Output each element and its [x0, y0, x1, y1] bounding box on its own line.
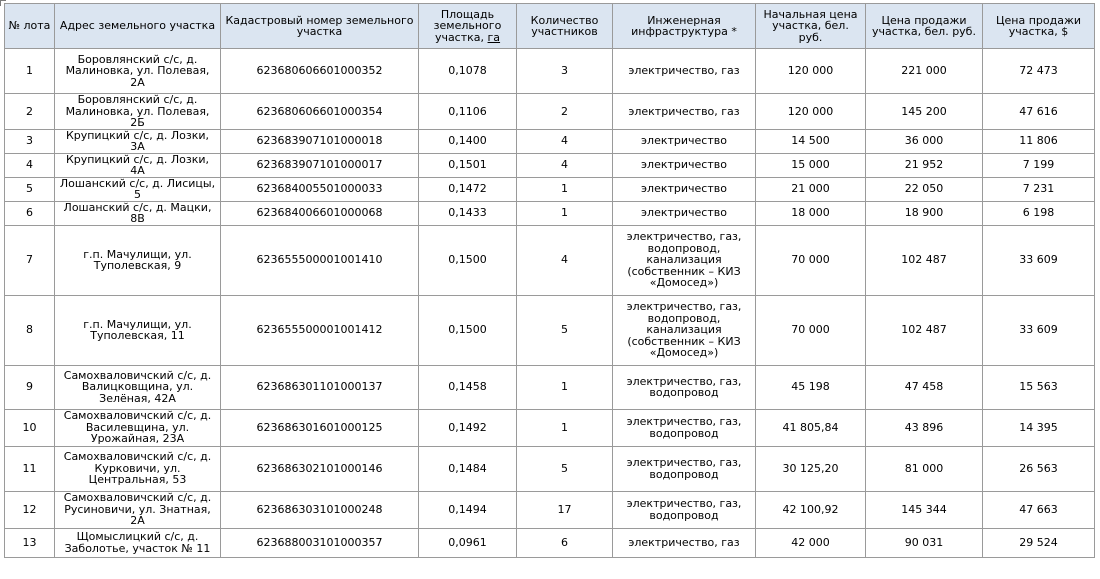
cell-start-price: 15 000 [756, 153, 866, 177]
cell-infrastructure: электричество, газ, водопровод [613, 409, 756, 446]
cell-cadastral-number: 623680606601000352 [221, 49, 419, 94]
cell-participants-count: 4 [517, 225, 613, 295]
cell-lot-number: 7 [5, 225, 55, 295]
cell-area: 0,1472 [419, 177, 517, 201]
cell-sale-price-usd: 26 563 [983, 446, 1095, 491]
cell-lot-number: 11 [5, 446, 55, 491]
cell-sale-price-usd: 11 806 [983, 129, 1095, 153]
header-cadastral: Кадастровый номер земельного участка [221, 4, 419, 49]
cell-sale-price-byn: 22 050 [866, 177, 983, 201]
cell-area: 0,0961 [419, 528, 517, 557]
cell-infrastructure: электричество [613, 177, 756, 201]
cell-lot-number: 1 [5, 49, 55, 94]
cell-area: 0,1500 [419, 225, 517, 295]
cell-sale-price-usd: 6 198 [983, 201, 1095, 225]
cell-address: Крупицкий с/с, д. Лозки, 4А [55, 153, 221, 177]
cell-sale-price-byn: 90 031 [866, 528, 983, 557]
cell-start-price: 42 100,92 [756, 491, 866, 528]
cell-sale-price-usd: 47 616 [983, 94, 1095, 130]
cell-infrastructure: электричество, газ, водопровод [613, 491, 756, 528]
cell-cadastral-number: 623688003101000357 [221, 528, 419, 557]
cell-sale-price-byn: 47 458 [866, 365, 983, 409]
cell-address: Самохваловичский с/с, д. Валицковщина, ул. Зелёная, 42А [55, 365, 221, 409]
header-lot: № лота [5, 4, 55, 49]
cell-participants-count: 5 [517, 295, 613, 365]
cell-lot-number: 9 [5, 365, 55, 409]
cell-infrastructure: электричество [613, 153, 756, 177]
cell-lot-number: 12 [5, 491, 55, 528]
cell-cadastral-number: 623684006601000068 [221, 201, 419, 225]
cell-sale-price-byn: 145 200 [866, 94, 983, 130]
cell-participants-count: 4 [517, 129, 613, 153]
cell-infrastructure: электричество, газ, водопровод [613, 446, 756, 491]
cell-sale-price-usd: 33 609 [983, 295, 1095, 365]
cell-area: 0,1500 [419, 295, 517, 365]
land-auction-results [4, 3, 1094, 558]
cell-address: Щомыслицкий с/с, д. Заболотье, участок № 11 [55, 528, 221, 557]
cell-sale-price-usd: 7 199 [983, 153, 1095, 177]
cell-infrastructure: электричество, газ [613, 528, 756, 557]
table-row [5, 201, 1095, 225]
cell-sale-price-usd: 47 663 [983, 491, 1095, 528]
header-address: Адрес земельного участка [55, 4, 221, 49]
header-area-text: Площадь земельного участка, [433, 7, 502, 44]
cell-sale-price-byn: 81 000 [866, 446, 983, 491]
cell-infrastructure: электричество, газ, водопровод, канализация (собственник – КИЗ «Домосед») [613, 295, 756, 365]
cell-participants-count: 1 [517, 365, 613, 409]
cell-address: Крупицкий с/с, д. Лозки, 3А [55, 129, 221, 153]
cell-lot-number: 8 [5, 295, 55, 365]
cell-participants-count: 6 [517, 528, 613, 557]
table-row [5, 177, 1095, 201]
cell-infrastructure: электричество [613, 129, 756, 153]
table-row [5, 365, 1095, 409]
cell-start-price: 41 805,84 [756, 409, 866, 446]
cell-area: 0,1458 [419, 365, 517, 409]
header-start-price: Начальная цена участка, бел. руб. [756, 4, 866, 49]
cell-area: 0,1433 [419, 201, 517, 225]
cell-sale-price-usd: 29 524 [983, 528, 1095, 557]
cell-infrastructure: электричество, газ [613, 49, 756, 94]
cell-infrastructure: электричество, газ [613, 94, 756, 130]
cell-address: г.п. Мачулищи, ул. Туполевская, 11 [55, 295, 221, 365]
cell-area: 0,1494 [419, 491, 517, 528]
cell-area: 0,1492 [419, 409, 517, 446]
cell-sale-price-usd: 33 609 [983, 225, 1095, 295]
cell-sale-price-usd: 15 563 [983, 365, 1095, 409]
cell-cadastral-number: 623680606601000354 [221, 94, 419, 130]
cell-address: Лошанский с/с, д. Мацки, 8В [55, 201, 221, 225]
cell-start-price: 30 125,20 [756, 446, 866, 491]
cell-address: Самохваловичский с/с, д. Василевщина, ул. Урожайная, 23А [55, 409, 221, 446]
header-participants: Количество участников [517, 4, 613, 49]
cell-start-price: 70 000 [756, 295, 866, 365]
cell-area: 0,1400 [419, 129, 517, 153]
cell-sale-price-byn: 18 900 [866, 201, 983, 225]
cell-participants-count: 5 [517, 446, 613, 491]
header-row [5, 4, 1095, 49]
results-table [4, 3, 1095, 558]
table-row [5, 129, 1095, 153]
cell-lot-number: 2 [5, 94, 55, 130]
cell-lot-number: 3 [5, 129, 55, 153]
cell-participants-count: 17 [517, 491, 613, 528]
cell-address: Самохваловичский с/с, д. Русиновичи, ул. Знатная, 2А [55, 491, 221, 528]
cell-sale-price-byn: 145 344 [866, 491, 983, 528]
header-area [419, 4, 517, 49]
cell-lot-number: 10 [5, 409, 55, 446]
table-row [5, 94, 1095, 130]
cell-cadastral-number: 623686301101000137 [221, 365, 419, 409]
cell-sale-price-usd: 7 231 [983, 177, 1095, 201]
table-row [5, 49, 1095, 94]
cell-sale-price-usd: 14 395 [983, 409, 1095, 446]
cell-address: Боровлянский с/с, д. Малиновка, ул. Полевая, 2А [55, 49, 221, 94]
cell-area: 0,1501 [419, 153, 517, 177]
cell-address: Самохваловичский с/с, д. Курковичи, ул. Центральная, 53 [55, 446, 221, 491]
cell-sale-price-byn: 21 952 [866, 153, 983, 177]
table-row [5, 225, 1095, 295]
table-row [5, 446, 1095, 491]
cell-start-price: 120 000 [756, 49, 866, 94]
cell-lot-number: 4 [5, 153, 55, 177]
table-row [5, 491, 1095, 528]
cell-cadastral-number: 623655500001001412 [221, 295, 419, 365]
header-infrastructure: Инженерная инфраструктура * [613, 4, 756, 49]
cell-start-price: 120 000 [756, 94, 866, 130]
cell-cadastral-number: 623686303101000248 [221, 491, 419, 528]
cell-address: Боровлянский с/с, д. Малиновка, ул. Полевая, 2Б [55, 94, 221, 130]
table-row [5, 528, 1095, 557]
cell-sale-price-byn: 221 000 [866, 49, 983, 94]
cell-lot-number: 5 [5, 177, 55, 201]
cell-cadastral-number: 623684005501000033 [221, 177, 419, 201]
cell-cadastral-number: 623655500001001410 [221, 225, 419, 295]
cell-lot-number: 6 [5, 201, 55, 225]
cell-sale-price-byn: 102 487 [866, 295, 983, 365]
cell-infrastructure: электричество [613, 201, 756, 225]
cell-start-price: 18 000 [756, 201, 866, 225]
cell-address: г.п. Мачулищи, ул. Туполевская, 9 [55, 225, 221, 295]
cell-start-price: 14 500 [756, 129, 866, 153]
cell-participants-count: 2 [517, 94, 613, 130]
header-sale-price-usd: Цена продажи участка, $ [983, 4, 1095, 49]
cell-infrastructure: электричество, газ, водопровод, канализация (собственник – КИЗ «Домосед») [613, 225, 756, 295]
header-sale-price-byn: Цена продажи участка, бел. руб. [866, 4, 983, 49]
cell-participants-count: 3 [517, 49, 613, 94]
cell-cadastral-number: 623686302101000146 [221, 446, 419, 491]
cell-sale-price-usd: 72 473 [983, 49, 1095, 94]
table-body [5, 49, 1095, 558]
cell-start-price: 70 000 [756, 225, 866, 295]
cell-sale-price-byn: 102 487 [866, 225, 983, 295]
cell-area: 0,1484 [419, 446, 517, 491]
cell-address: Лошанский с/с, д. Лисицы, 5 [55, 177, 221, 201]
table-row [5, 153, 1095, 177]
cell-participants-count: 1 [517, 409, 613, 446]
cell-sale-price-byn: 36 000 [866, 129, 983, 153]
cell-participants-count: 4 [517, 153, 613, 177]
cell-area: 0,1078 [419, 49, 517, 94]
cell-start-price: 21 000 [756, 177, 866, 201]
cell-start-price: 45 198 [756, 365, 866, 409]
cell-participants-count: 1 [517, 201, 613, 225]
cell-infrastructure: электричество, газ, водопровод [613, 365, 756, 409]
cell-cadastral-number: 623683907101000018 [221, 129, 419, 153]
table-row [5, 295, 1095, 365]
table-row [5, 409, 1095, 446]
cell-participants-count: 1 [517, 177, 613, 201]
header-area-unit: га [487, 30, 501, 44]
cell-sale-price-byn: 43 896 [866, 409, 983, 446]
cell-lot-number: 13 [5, 528, 55, 557]
cell-cadastral-number: 623686301601000125 [221, 409, 419, 446]
cell-cadastral-number: 623683907101000017 [221, 153, 419, 177]
cell-area: 0,1106 [419, 94, 517, 130]
cell-start-price: 42 000 [756, 528, 866, 557]
